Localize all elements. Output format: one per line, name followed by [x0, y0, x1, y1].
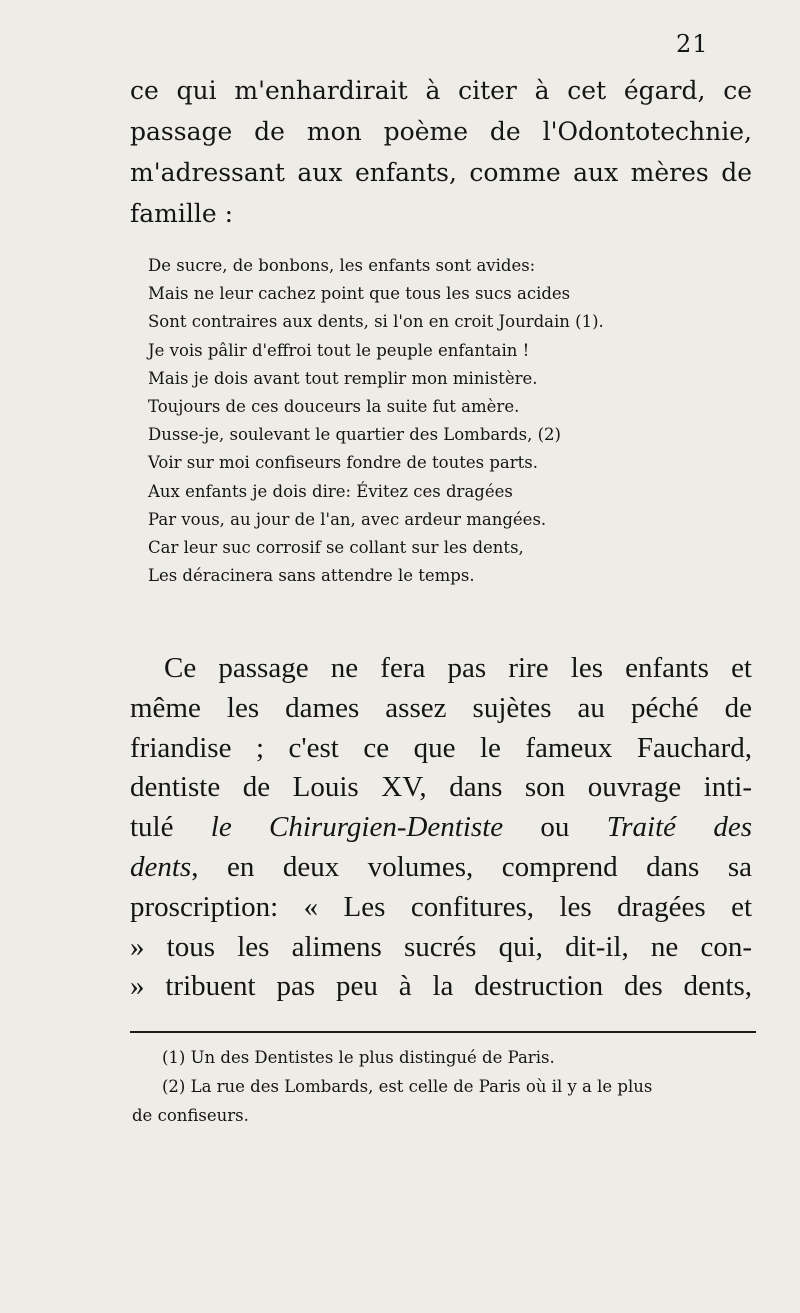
text-line [130, 848, 752, 888]
verse-line: Par vous, au jour de l'an, avec ardeur mangées. [148, 509, 547, 529]
verse-line: Les déracinera sans attendre le temps. [148, 566, 475, 586]
verse-line: Car leur suc corrosif se collant sur les dents, [148, 538, 524, 558]
body-paragraph [130, 649, 752, 1007]
text-line: ce qui m'enhardirait à citer à cet égard, ce [130, 76, 752, 105]
footnote-1: (1) Un des Dentistes le plus distingué de Paris. [162, 1048, 555, 1067]
text-line: famille : [130, 199, 234, 228]
intro-paragraph [130, 70, 752, 234]
verse-line: Toujours de ces douceurs la suite fut amère. [148, 397, 520, 417]
page-number: 21 [676, 30, 709, 58]
verse-line: Voir sur moi confiseurs fondre de toutes parts. [148, 453, 538, 473]
footnote-2: (2) La rue des Lombards, est celle de Paris où il y a le plus [162, 1077, 653, 1096]
text-fragment: tulé [130, 811, 211, 844]
verse-line: Mais je dois avant tout remplir mon ministère. [148, 368, 538, 388]
text-line: proscription: « Les confitures, les dragées et [130, 890, 752, 923]
text-line: même les dames assez sujètes au péché de [130, 691, 752, 724]
text-line: friandise ; c'est ce que le fameux Fauchard, [130, 731, 752, 764]
book-subtitle-italic: Traité des [606, 811, 752, 844]
text-line: » tous les alimens sucrés qui, dit-il, ne con- [130, 930, 752, 963]
footnote-divider [130, 1031, 756, 1033]
footnotes [132, 1043, 760, 1130]
verse-line: Sont contraires aux dents, si l'on en croit Jourdain (1). [148, 312, 604, 332]
text-line: » tribuent pas peu à la destruction des dents, [130, 970, 752, 1003]
text-fragment: ou [503, 811, 607, 844]
book-subtitle-italic-end: dents [130, 850, 192, 883]
verse-line: De sucre, de bonbons, les enfants sont avides: [148, 256, 536, 275]
footnote-2-continuation: de confiseurs. [132, 1106, 249, 1125]
verse-line: Mais ne leur cachez point que tous les sucs acides [148, 284, 571, 304]
text-fragment: , en deux volumes, comprend dans sa [191, 850, 752, 883]
text-line: dentiste de Louis XV, dans son ouvrage inti- [130, 771, 752, 804]
text-line: passage de mon poème de l'Odontotechnie, [130, 117, 752, 146]
verse-quotation [148, 252, 648, 590]
verse-line: Aux enfants je dois dire: Évitez ces dragées [148, 481, 513, 501]
book-title-italic: le Chirurgien-Dentiste [210, 811, 504, 844]
verse-line: Dusse-je, soulevant le quartier des Lombards, (2) [148, 425, 561, 445]
text-line: Ce passage ne fera pas rire les enfants et [164, 652, 752, 684]
text-line [130, 808, 752, 848]
verse-line: Je vois pâlir d'effroi tout le peuple enfantain ! [148, 340, 530, 360]
text-line: m'adressant aux enfants, comme aux mères de [130, 158, 752, 187]
